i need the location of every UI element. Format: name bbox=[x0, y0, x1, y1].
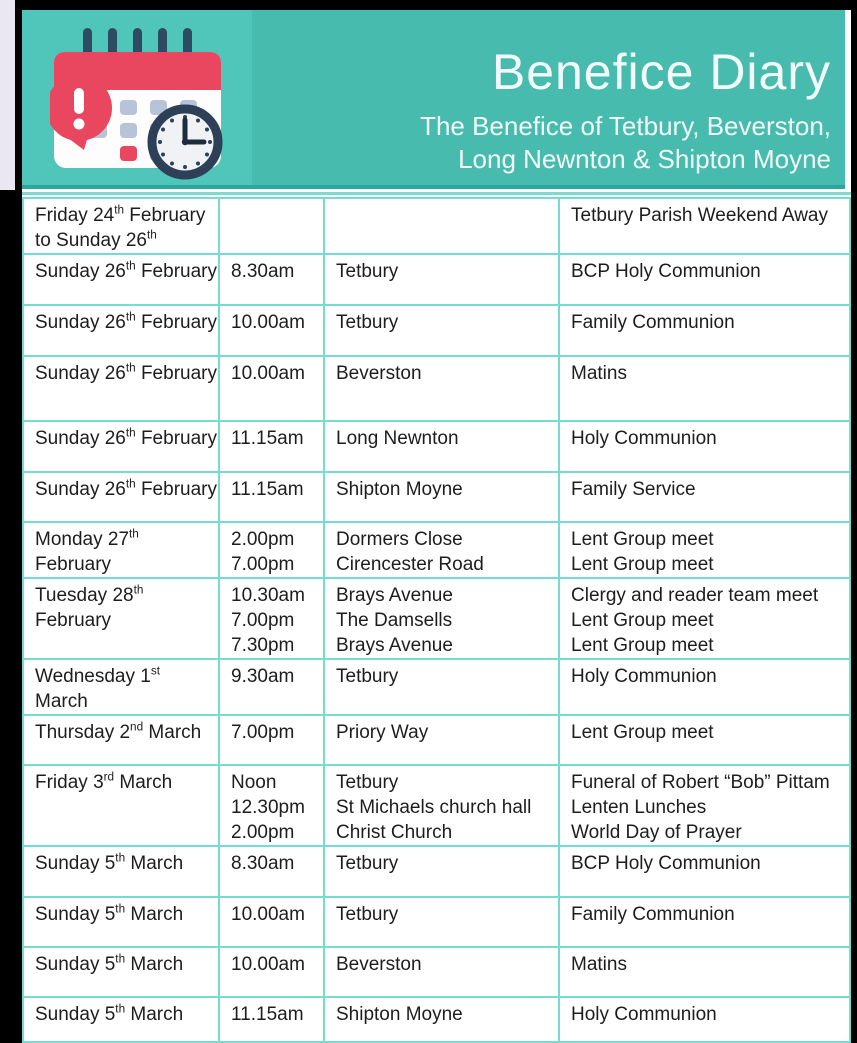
diary-table bbox=[22, 197, 851, 1043]
time-cell bbox=[219, 765, 324, 846]
cell-line: Lent Group meet bbox=[571, 635, 714, 656]
location-cell bbox=[324, 421, 559, 472]
header-icon-block bbox=[22, 10, 252, 185]
cell-line: Tetbury bbox=[336, 772, 399, 793]
cell-line: 2.00pm bbox=[231, 529, 295, 550]
cell-line: Lent Group meet bbox=[571, 554, 714, 575]
cell-line: to Sunday 26th bbox=[35, 228, 157, 251]
table-row bbox=[23, 578, 850, 659]
location-cell bbox=[324, 846, 559, 897]
cell-line: February bbox=[35, 610, 112, 631]
date-cell bbox=[23, 765, 219, 846]
date-cell bbox=[23, 897, 219, 947]
cell-line: 10.30am bbox=[231, 585, 305, 606]
cell-line: 10.00am bbox=[231, 904, 305, 925]
cell-line: Sunday 5th March bbox=[35, 851, 184, 874]
date-cell bbox=[23, 578, 219, 659]
event-cell bbox=[559, 356, 850, 421]
cell-line: Sunday 5th March bbox=[35, 952, 184, 975]
cell-line: BCP Holy Communion bbox=[571, 261, 761, 282]
cell-line: Tetbury bbox=[336, 904, 399, 925]
cell-line: Sunday 26th February bbox=[35, 361, 217, 384]
cell-line: Lent Group meet bbox=[571, 722, 714, 743]
cell-line: 7.30pm bbox=[231, 635, 295, 656]
cell-line: February bbox=[35, 554, 112, 575]
cell-line: Sunday 26th February bbox=[35, 477, 217, 500]
date-cell bbox=[23, 472, 219, 522]
event-cell bbox=[559, 254, 850, 305]
table-row bbox=[23, 947, 850, 997]
table-row bbox=[23, 846, 850, 897]
location-cell bbox=[324, 305, 559, 356]
cell-line: Brays Avenue bbox=[336, 585, 453, 606]
date-cell bbox=[23, 846, 219, 897]
cell-line: Holy Communion bbox=[571, 1004, 717, 1025]
cell-line: Matins bbox=[571, 363, 627, 384]
table-row bbox=[23, 198, 850, 254]
time-cell bbox=[219, 305, 324, 356]
date-cell bbox=[23, 305, 219, 356]
time-cell bbox=[219, 421, 324, 472]
event-cell bbox=[559, 305, 850, 356]
cell-line: 10.00am bbox=[231, 954, 305, 975]
cell-line: St Michaels church hall bbox=[336, 797, 532, 818]
location-cell bbox=[324, 947, 559, 997]
cell-line: Sunday 5th March bbox=[35, 1002, 184, 1025]
table-row bbox=[23, 765, 850, 846]
cell-line: Lent Group meet bbox=[571, 529, 714, 550]
header-right-edge bbox=[845, 10, 851, 189]
cell-line: Tetbury bbox=[336, 312, 399, 333]
table-row bbox=[23, 254, 850, 305]
event-cell bbox=[559, 578, 850, 659]
event-cell bbox=[559, 659, 850, 715]
date-cell bbox=[23, 522, 219, 578]
location-cell bbox=[324, 897, 559, 947]
cell-line: Matins bbox=[571, 954, 627, 975]
cell-line: Beverston bbox=[336, 954, 422, 975]
location-cell bbox=[324, 198, 559, 254]
event-cell bbox=[559, 198, 850, 254]
event-cell bbox=[559, 947, 850, 997]
calendar-alert-clock-icon bbox=[50, 28, 228, 180]
table-row bbox=[23, 997, 850, 1042]
cell-line: Priory Way bbox=[336, 722, 429, 743]
page-title: Benefice Diary bbox=[491, 44, 831, 100]
cell-line: 2.00pm bbox=[231, 822, 295, 843]
event-cell bbox=[559, 997, 850, 1042]
cell-line: Lent Group meet bbox=[571, 610, 714, 631]
event-cell bbox=[559, 846, 850, 897]
time-cell bbox=[219, 897, 324, 947]
time-cell bbox=[219, 659, 324, 715]
cell-line: Friday 3rd March bbox=[35, 770, 173, 793]
time-cell bbox=[219, 472, 324, 522]
location-cell bbox=[324, 356, 559, 421]
cell-line: Sunday 26th February bbox=[35, 310, 217, 333]
left-margin-strip bbox=[0, 0, 15, 190]
event-cell bbox=[559, 897, 850, 947]
cell-line: 12.30pm bbox=[231, 797, 305, 818]
cell-line: Tetbury bbox=[336, 261, 399, 282]
cell-line: Beverston bbox=[336, 363, 422, 384]
date-cell bbox=[23, 659, 219, 715]
subtitle-line-1: The Benefice of Tetbury, Beverston, bbox=[420, 111, 831, 141]
time-cell bbox=[219, 997, 324, 1042]
cell-line: 7.00pm bbox=[231, 554, 295, 575]
cell-line: Tuesday 28th bbox=[35, 583, 144, 606]
cell-line: BCP Holy Communion bbox=[571, 853, 761, 874]
cell-line: 11.15am bbox=[231, 479, 304, 500]
cell-line: Noon bbox=[231, 772, 277, 793]
cell-line: Sunday 26th February bbox=[35, 259, 217, 282]
cell-line: Sunday 26th February bbox=[35, 426, 217, 449]
cell-line: Family Communion bbox=[571, 312, 735, 333]
cell-line: Brays Avenue bbox=[336, 635, 453, 656]
location-cell bbox=[324, 472, 559, 522]
time-cell bbox=[219, 578, 324, 659]
date-cell bbox=[23, 715, 219, 765]
location-cell bbox=[324, 522, 559, 578]
diary-table-body bbox=[23, 198, 850, 1042]
table-row bbox=[23, 421, 850, 472]
date-cell bbox=[23, 997, 219, 1042]
location-cell bbox=[324, 997, 559, 1042]
event-cell bbox=[559, 522, 850, 578]
cell-line: Shipton Moyne bbox=[336, 479, 463, 500]
cell-line: Family Service bbox=[571, 479, 696, 500]
cell-line: 11.15am bbox=[231, 428, 304, 449]
cell-line: Lenten Lunches bbox=[571, 797, 707, 818]
location-cell bbox=[324, 715, 559, 765]
table-row bbox=[23, 659, 850, 715]
time-cell bbox=[219, 254, 324, 305]
table-row bbox=[23, 715, 850, 765]
cell-line: Wednesday 1st bbox=[35, 664, 160, 687]
cell-line: 7.00pm bbox=[231, 722, 295, 743]
cell-line: Thursday 2nd March bbox=[35, 720, 202, 743]
table-row bbox=[23, 522, 850, 578]
cell-line: Holy Communion bbox=[571, 428, 717, 449]
cell-line: Family Communion bbox=[571, 904, 735, 925]
date-cell bbox=[23, 254, 219, 305]
table-row bbox=[23, 356, 850, 421]
date-cell bbox=[23, 421, 219, 472]
cell-line: 11.15am bbox=[231, 1004, 304, 1025]
event-cell bbox=[559, 715, 850, 765]
date-cell bbox=[23, 198, 219, 254]
cell-line: March bbox=[35, 691, 88, 712]
cell-line: Tetbury bbox=[336, 853, 399, 874]
cell-line: Christ Church bbox=[336, 822, 453, 843]
cell-line: Holy Communion bbox=[571, 666, 717, 687]
time-cell bbox=[219, 198, 324, 254]
cell-line: 9.30am bbox=[231, 666, 295, 687]
cell-line: Clergy and reader team meet bbox=[571, 585, 819, 606]
header-text-block bbox=[272, 10, 831, 185]
cell-line: Dormers Close bbox=[336, 529, 463, 550]
cell-line: 10.00am bbox=[231, 312, 305, 333]
cell-line: Cirencester Road bbox=[336, 554, 484, 575]
location-cell bbox=[324, 254, 559, 305]
time-cell bbox=[219, 356, 324, 421]
cell-line: The Damsells bbox=[336, 610, 453, 631]
cell-line: Sunday 5th March bbox=[35, 902, 184, 925]
time-cell bbox=[219, 846, 324, 897]
time-cell bbox=[219, 715, 324, 765]
location-cell bbox=[324, 765, 559, 846]
table-row bbox=[23, 897, 850, 947]
location-cell bbox=[324, 578, 559, 659]
location-cell bbox=[324, 659, 559, 715]
subtitle-line-2: Long Newnton & Shipton Moyne bbox=[458, 144, 831, 174]
cell-line: 8.30am bbox=[231, 853, 295, 874]
header-banner bbox=[22, 10, 845, 189]
cell-line: Long Newnton bbox=[336, 428, 459, 449]
cell-line: Monday 27th bbox=[35, 527, 139, 550]
cell-line: Funeral of Robert “Bob” Pittam bbox=[571, 772, 830, 793]
cell-line: 10.00am bbox=[231, 363, 305, 384]
event-cell bbox=[559, 421, 850, 472]
time-cell bbox=[219, 522, 324, 578]
cell-line: 7.00pm bbox=[231, 610, 295, 631]
date-cell bbox=[23, 356, 219, 421]
date-cell bbox=[23, 947, 219, 997]
cell-line: World Day of Prayer bbox=[571, 822, 742, 843]
event-cell bbox=[559, 765, 850, 846]
cell-line: Shipton Moyne bbox=[336, 1004, 463, 1025]
table-row bbox=[23, 305, 850, 356]
time-cell bbox=[219, 947, 324, 997]
cell-line: Tetbury Parish Weekend Away bbox=[571, 205, 828, 226]
cell-line: 8.30am bbox=[231, 261, 295, 282]
cell-line: Friday 24th February bbox=[35, 203, 206, 226]
event-cell bbox=[559, 472, 850, 522]
cell-line: Tetbury bbox=[336, 666, 399, 687]
table-row bbox=[23, 472, 850, 522]
